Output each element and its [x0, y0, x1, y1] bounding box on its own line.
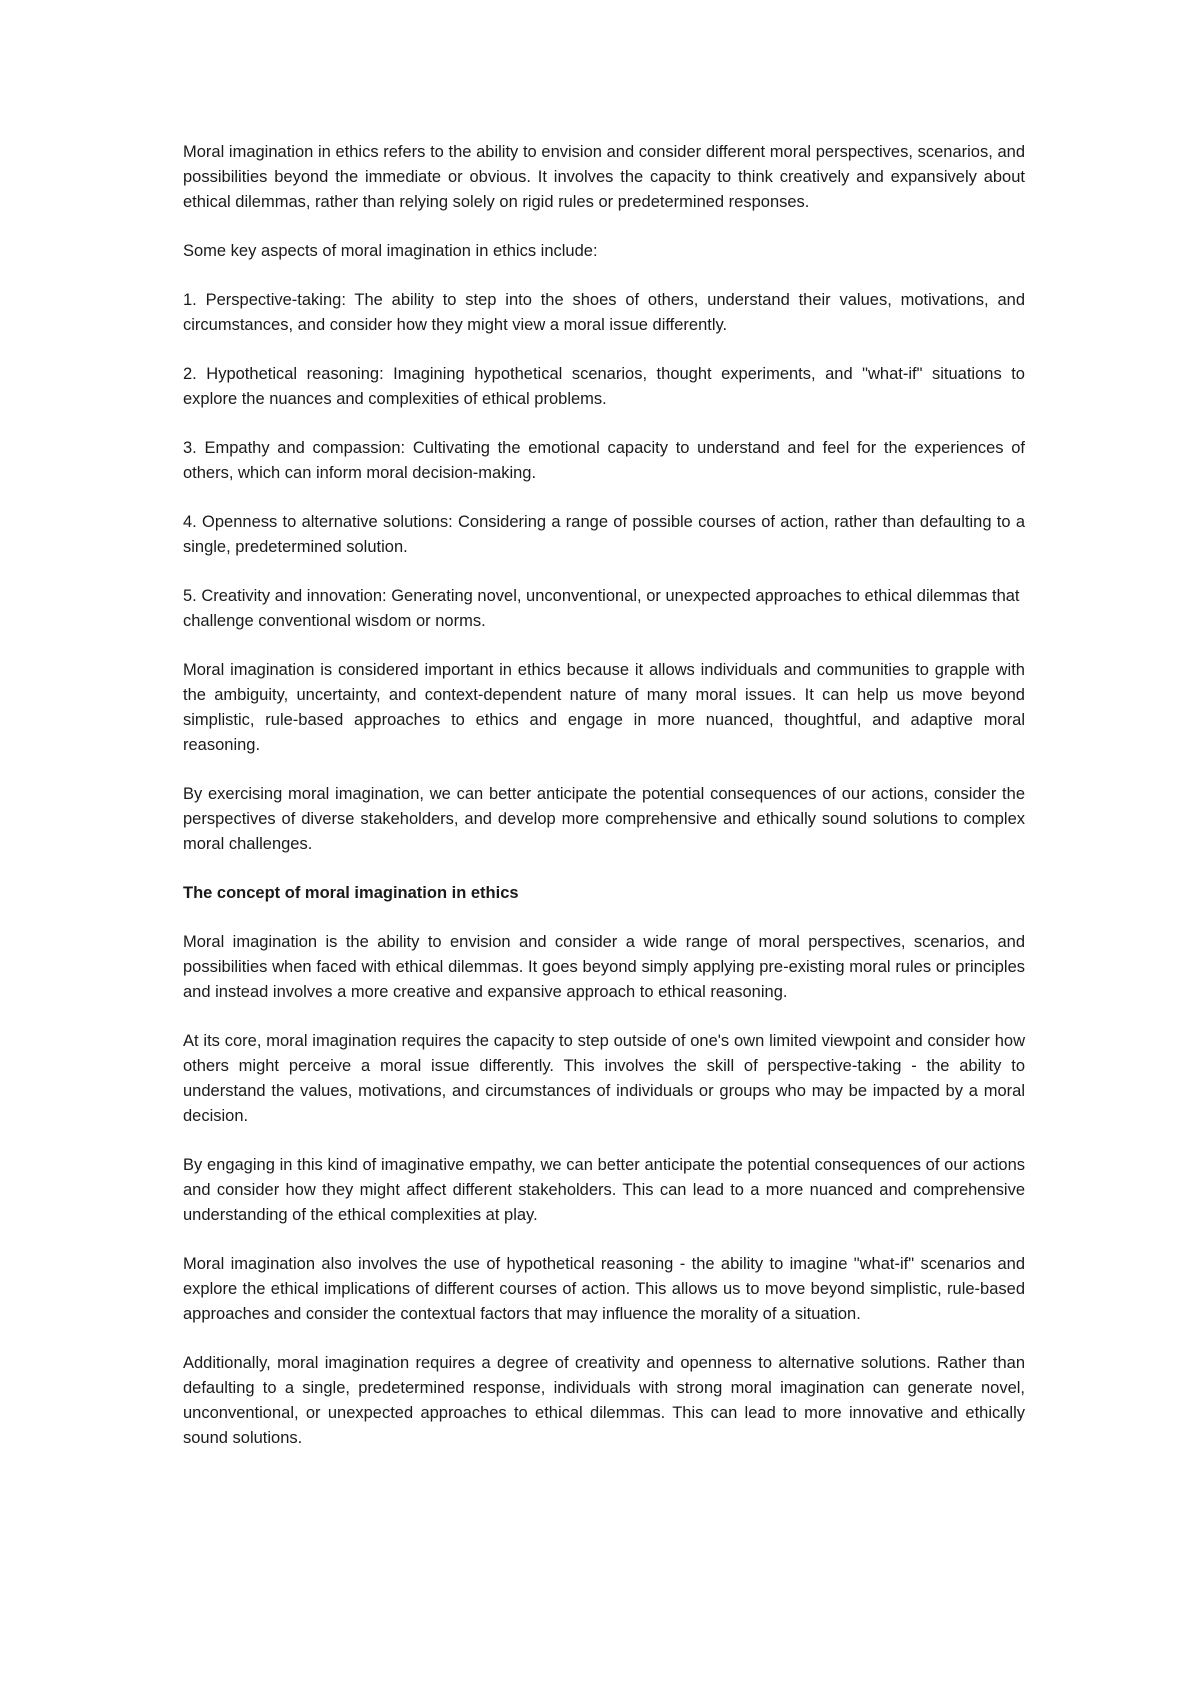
- importance-paragraph: Moral imagination is considered important in ethics because it allows individuals and communities to grapple with the ambiguity, uncertainty, and context-dependent nature of many moral issues. It can help us move beyond simplistic, rule-based approaches to ethics and engage in more nuanced, thoughtful, and adaptive moral reasoning.: [183, 661, 1025, 754]
- aspect-item-hypothetical-reasoning: 2. Hypothetical reasoning: Imagining hypothetical scenarios, thought experiments, and "what-if" situations to explore the nuances and complexities of ethical problems.: [183, 365, 1025, 408]
- section-paragraph-creativity: Additionally, moral imagination requires a degree of creativity and openness to alternative solutions. Rather than defaulting to a single, predetermined response, individuals with strong moral imagination can generate novel, unconventional, or unexpected approaches to ethical dilemmas. This can lead to more innovative and ethically sound solutions.: [183, 1354, 1025, 1447]
- aspect-item-openness: 4. Openness to alternative solutions: Considering a range of possible courses of action, rather than defaulting to a single, predetermined solution.: [183, 513, 1025, 556]
- exercising-paragraph: By exercising moral imagination, we can better anticipate the potential consequences of our actions, consider the perspectives of diverse stakeholders, and develop more comprehensive and ethically sound solutions to complex moral challenges.: [183, 785, 1025, 853]
- aspect-item-perspective-taking: 1. Perspective-taking: The ability to step into the shoes of others, understand their values, motivations, and circumstances, and consider how they might view a moral issue differently.: [183, 291, 1025, 334]
- document-page: [183, 140, 1025, 1475]
- section-paragraph-core: At its core, moral imagination requires the capacity to step outside of one's own limited viewpoint and consider how others might perceive a moral issue differently. This involves the skill of perspective-taking - the ability to understand the values, motivations, and circumstances of individuals or groups who may be impacted by a moral decision.: [183, 1032, 1025, 1125]
- intro-paragraph: Moral imagination in ethics refers to the ability to envision and consider different moral perspectives, scenarios, and possibilities beyond the immediate or obvious. It involves the capacity to think creatively and expansively about ethical dilemmas, rather than relying solely on rigid rules or predetermined responses.: [183, 143, 1025, 211]
- section-heading: The concept of moral imagination in ethics: [183, 884, 519, 902]
- aspects-intro: Some key aspects of moral imagination in ethics include:: [183, 242, 598, 260]
- aspect-item-empathy: 3. Empathy and compassion: Cultivating the emotional capacity to understand and feel for the experiences of others, which can inform moral decision-making.: [183, 439, 1025, 482]
- section-paragraph-hypothetical: Moral imagination also involves the use of hypothetical reasoning - the ability to imagine "what-if" scenarios and explore the ethical implications of different courses of action. This allows us to move beyond simplistic, rule-based approaches and consider the contextual factors that may influence the morality of a situation.: [183, 1255, 1025, 1323]
- section-paragraph-definition: Moral imagination is the ability to envision and consider a wide range of moral perspectives, scenarios, and possibilities when faced with ethical dilemmas. It goes beyond simply applying pre-existing moral rules or principles and instead involves a more creative and expansive approach to ethical reasoning.: [183, 933, 1025, 1001]
- aspect-item-creativity: 5. Creativity and innovation: Generating novel, unconventional, or unexpected approaches to ethical dilemmas that challenge conventional wisdom or norms.: [183, 587, 1020, 630]
- section-paragraph-empathy: By engaging in this kind of imaginative empathy, we can better anticipate the potential consequences of our actions and consider how they might affect different stakeholders. This can lead to a more nuanced and comprehensive understanding of the ethical complexities at play.: [183, 1156, 1025, 1224]
